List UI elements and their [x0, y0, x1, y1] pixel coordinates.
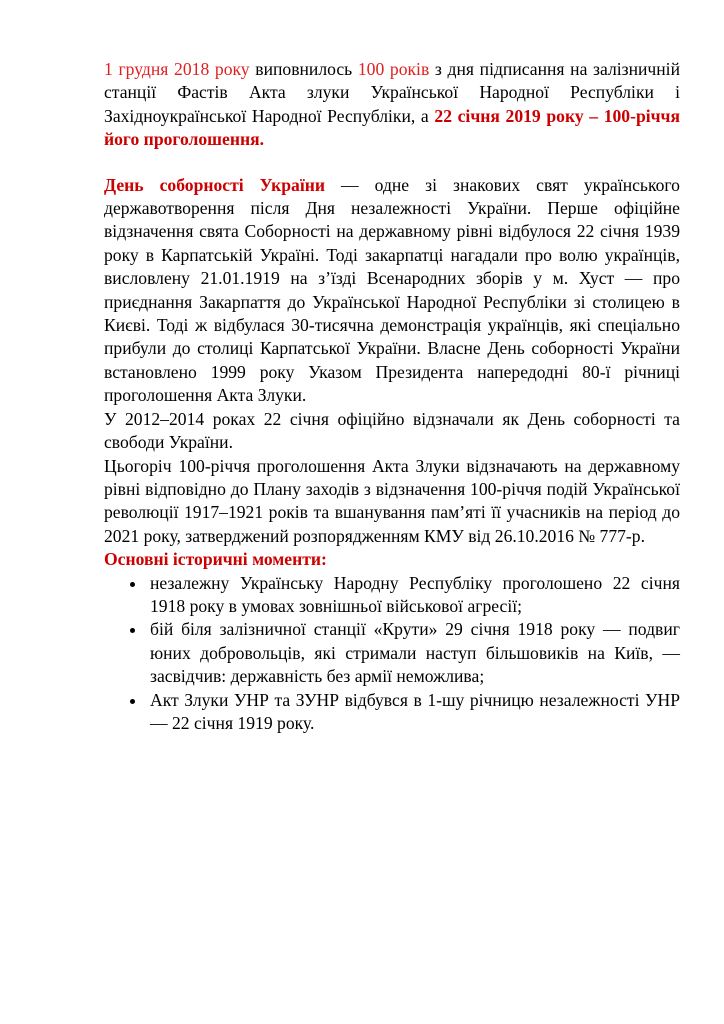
p3-text: У 2012–2014 роках 22 січня офіційно відзначали як День соборності та свободи України. — [104, 408, 680, 453]
p4-text: Цьогоріч 100-річчя проголошення Акта Злуки відзначають на державному рівні відповідно до Плану заходів з відзначення 100-річчя подій Української революції 1917–1921 років та вшанування пам’яті її учасників на період до 2021 року, затверджений розпорядженням КМУ від 26.10.2016 № 777-р. — [104, 455, 680, 546]
paragraph-current-year-plan — [104, 455, 680, 549]
bullet-text-battle-of-kruty: бій біля залізничної станції «Крути» 29 січня 1918 року — подвиг юних добровольців, які стримали наступ більшовиків на Київ, — засвідчив: державність без армії неможлива; — [150, 619, 680, 687]
p1-text-a: виповнилось — [249, 59, 358, 79]
date-22-january-2019-highlight: 22 січня 2019 року – 100-річчя його проголошення. — [104, 105, 680, 150]
historical-moments-list — [104, 572, 680, 736]
p2-text: — одне зі знакових свят українського державотворення після Дня незалежності України. Перше офіційне відзначення свята Соборності на державному рівні відбулося 22 січня 1939 року в Карпатській Україні. Тоді закарпатці нагадали про волю українців, висловлену 21.01.1919 на з’їзді Всенародних зборів у м. Хуст — про приєднання Закарпаття до Української Народної Республіки зі столицею в Києві. Тоді ж відбулася 30-тисячна демонстрація українців, які спеціально прибули до столиці Карпатської України. Власне День соборності України встановлено 1999 року Указом Президента напередодні 80-ї річниці проголошення Акта Злуки. — [104, 174, 680, 406]
count-100-years: 100 років — [357, 59, 430, 79]
list-item — [104, 689, 680, 736]
section-heading-key-historical-moments: Основні історичні моменти: — [104, 549, 327, 570]
paragraph-2012-2014-period — [104, 408, 680, 455]
p1-text-b: з дня підписання на залізничній станції Фастів Акта злуки Української Народної Республіки і Західноукраїнської Народної Республіки, а — [104, 59, 680, 126]
list-item — [104, 618, 680, 688]
list-item — [104, 572, 680, 619]
bullet-text-unr-proclaimed: незалежну Українську Народну Республіку проголошено 22 січня 1918 року в умовах зовнішньої військової агресії; — [150, 572, 680, 616]
paragraph-unity-day-description — [104, 174, 680, 408]
paragraph-anniversary-intro — [104, 58, 680, 152]
document-body — [104, 58, 680, 735]
bullet-text-act-of-unity: Акт Злуки УНР та ЗУНР відбувся в 1-шу річницю незалежності УНР — 22 січня 1919 року. — [150, 689, 680, 733]
date-1-december-2018: 1 грудня 2018 року — [104, 59, 250, 79]
term-unity-day-of-ukraine: День соборності України — [104, 174, 325, 195]
